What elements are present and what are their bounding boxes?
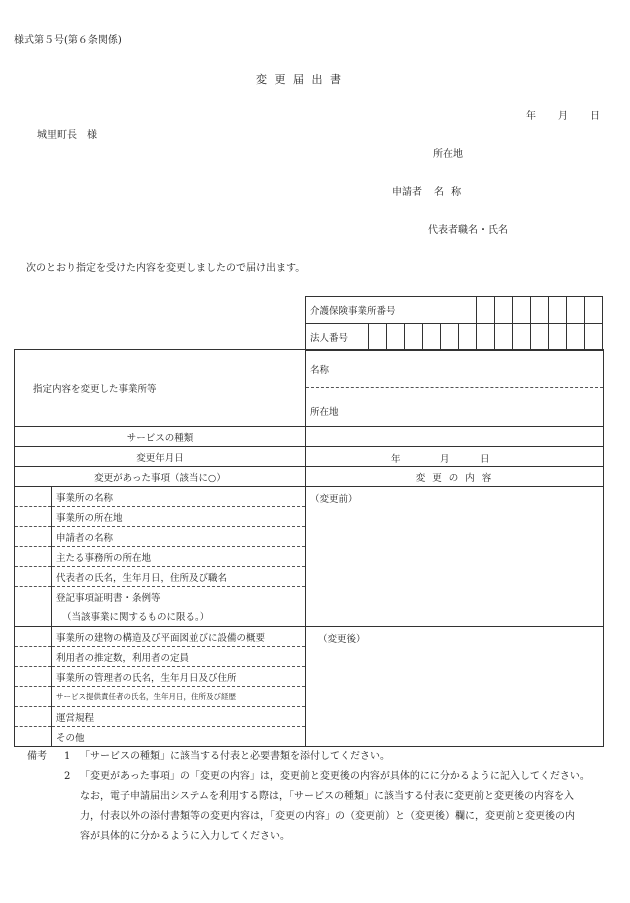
corp-number-cell[interactable]	[495, 324, 513, 351]
changed-items-header: 変更があった事項（該当に○）	[15, 467, 306, 487]
date-month-label: 月	[558, 111, 568, 122]
after-content-field[interactable]	[306, 627, 604, 747]
page-title: 変 更 届 出 書	[256, 73, 343, 86]
representative-label: 代表者職名・氏名	[428, 225, 508, 236]
change-date-day: 日	[480, 454, 490, 465]
item-check-cell[interactable]	[15, 487, 52, 507]
corp-number-label: 法人番号	[306, 324, 369, 351]
form-number: 様式第５号(第６条関係)	[14, 35, 122, 46]
date-year-label: 年	[526, 111, 536, 122]
item-check-cell[interactable]	[15, 667, 52, 687]
before-label: （変更前）	[310, 494, 358, 505]
office-address-label: 所在地	[310, 407, 339, 418]
change-form-table	[14, 349, 604, 747]
service-type-field[interactable]	[306, 427, 604, 447]
item-check-cell[interactable]	[15, 527, 52, 547]
corp-number-cell[interactable]	[441, 324, 459, 351]
notes-label: 備考	[27, 751, 47, 762]
item-check-cell[interactable]	[15, 647, 52, 667]
item-check-cell[interactable]	[15, 567, 52, 587]
item-label: 登記事項証明書・条例等	[52, 587, 306, 607]
note-1-text: 「サービスの種類」に該当する付表と必要書類を添付してください。	[80, 751, 390, 762]
item-check-cell[interactable]	[15, 627, 52, 647]
care-number-cell[interactable]	[513, 297, 531, 324]
care-number-cell[interactable]	[549, 297, 567, 324]
office-name-label: 名称	[310, 364, 330, 376]
corp-number-cell[interactable]	[369, 324, 387, 351]
care-number-cell[interactable]	[531, 297, 549, 324]
care-number-cell[interactable]	[477, 297, 495, 324]
office-address-field[interactable]	[306, 388, 604, 427]
item-check-cell[interactable]	[15, 587, 52, 627]
care-number-cell[interactable]	[567, 297, 585, 324]
item-label: サービス提供責任者の氏名，生年月日，住所及び経歴	[52, 687, 306, 707]
item-check-cell[interactable]	[15, 547, 52, 567]
item-label: 申請者の名称	[52, 527, 306, 547]
care-number-cell[interactable]	[585, 297, 603, 324]
name-label: 名 称	[434, 187, 464, 198]
item-label: 事業所の名称	[52, 487, 306, 507]
item-label: 事業所の管理者の氏名，生年月日及び住所	[52, 667, 306, 687]
item-label: 事業所の建物の構造及び平面図並びに設備の概要	[52, 627, 306, 647]
note-2-number: 2	[64, 771, 71, 782]
care-number-cell[interactable]	[495, 297, 513, 324]
item-label: 利用者の推定数，利用者の定員	[52, 647, 306, 667]
item-label: 主たる事務所の所在地	[52, 547, 306, 567]
note-2-text: 「変更があった事項」の「変更の内容」は，変更前と変更後の内容が具体的にに分かるように記入してください。	[80, 771, 590, 782]
change-date-month: 月	[440, 454, 450, 465]
corp-number-cell[interactable]	[567, 324, 585, 351]
note-2-text: なお，電子申請届出システムを利用する際は，「サービスの種類」に該当する付表に変更前と変更後の内容を入	[80, 791, 574, 802]
item-label: 事業所の所在地	[52, 507, 306, 527]
corp-number-cell[interactable]	[585, 324, 603, 351]
item-label: その他	[52, 727, 306, 747]
corp-number-cell[interactable]	[405, 324, 423, 351]
addressee: 城里町長 様	[37, 130, 97, 141]
change-date-label: 変更年月日	[15, 447, 306, 467]
corp-number-cell[interactable]	[549, 324, 567, 351]
applicant-label: 申請者	[392, 187, 422, 198]
change-date-field[interactable]	[306, 447, 604, 467]
service-type-label: サービスの種類	[15, 427, 306, 447]
change-date-year: 年	[391, 454, 401, 465]
note-2-text: 力，付表以外の添付書類等の変更内容は，「変更の内容」の（変更前）と（変更後）欄に，変更前と変更後の内	[80, 811, 575, 822]
corp-number-cell[interactable]	[387, 324, 405, 351]
corp-number-cell[interactable]	[459, 324, 477, 351]
id-number-grid	[305, 296, 603, 351]
office-name-field[interactable]	[306, 350, 604, 388]
after-label: （変更後）	[318, 634, 366, 645]
item-check-cell[interactable]	[15, 707, 52, 727]
corp-number-cell[interactable]	[531, 324, 549, 351]
office-label: 指定内容を変更した事業所等	[15, 350, 306, 427]
corp-number-cell[interactable]	[513, 324, 531, 351]
corp-number-cell[interactable]	[477, 324, 495, 351]
change-content-header: 変 更 の 内 容	[306, 467, 604, 487]
before-content-field[interactable]	[306, 487, 604, 627]
item-label: 代表者の氏名，生年月日，住所及び職名	[52, 567, 306, 587]
care-number-label: 介護保険事業所番号	[306, 297, 477, 324]
corp-number-cell[interactable]	[423, 324, 441, 351]
date-day-label: 日	[590, 111, 600, 122]
item-check-cell[interactable]	[15, 687, 52, 707]
item-label: （当該事業に関するものに限る。）	[52, 607, 306, 627]
note-1-number: 1	[64, 751, 71, 762]
item-check-cell[interactable]	[15, 727, 52, 747]
address-label: 所在地	[433, 149, 463, 160]
item-check-cell[interactable]	[15, 507, 52, 527]
item-label: 運営規程	[52, 707, 306, 727]
intro-text: 次のとおり指定を受けた内容を変更しましたので届け出ます。	[26, 263, 306, 274]
note-2-text: 容が具体的に分かるように入力してください。	[80, 831, 290, 842]
